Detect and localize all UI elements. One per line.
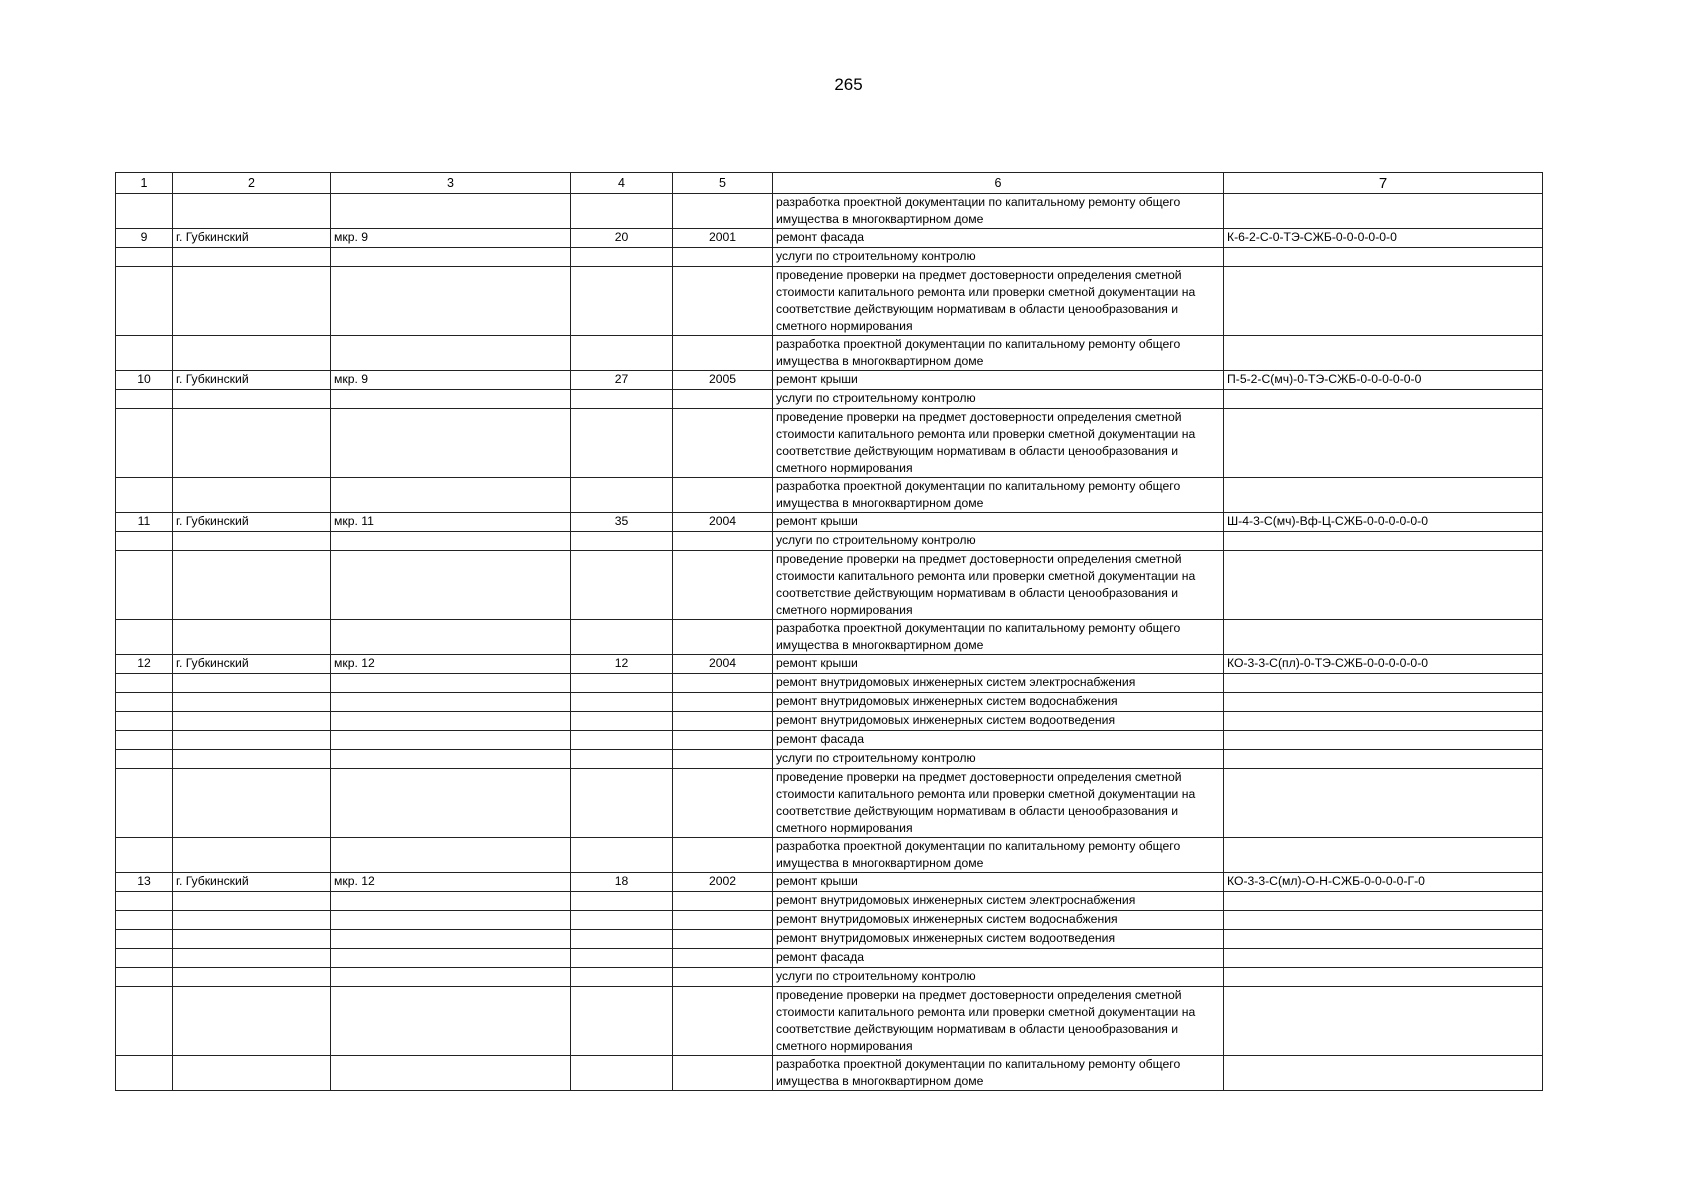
floors-cell bbox=[571, 693, 673, 712]
row-number-cell: 12 bbox=[116, 655, 173, 674]
table-header-row bbox=[116, 173, 1543, 194]
table-row bbox=[116, 336, 1543, 371]
floors-cell: 12 bbox=[571, 655, 673, 674]
address-cell bbox=[331, 620, 571, 655]
work-type-cell: ремонт крыши bbox=[773, 513, 1224, 532]
table-row bbox=[116, 750, 1543, 769]
work-type-cell: разработка проектной документации по капитальному ремонту общего имущества в многоквартирном доме bbox=[773, 1056, 1224, 1091]
building-code-cell bbox=[1224, 532, 1543, 551]
city-cell: г. Губкинский bbox=[173, 655, 331, 674]
address-cell bbox=[331, 769, 571, 838]
page-number: 265 bbox=[834, 75, 863, 94]
floors-cell bbox=[571, 712, 673, 731]
row-number-cell: 10 bbox=[116, 371, 173, 390]
floors-cell bbox=[571, 267, 673, 336]
year-cell bbox=[673, 194, 773, 229]
building-code-cell bbox=[1224, 731, 1543, 750]
column-header: 7 bbox=[1224, 173, 1543, 194]
work-type-cell: услуги по строительному контролю bbox=[773, 390, 1224, 409]
year-cell bbox=[673, 987, 773, 1056]
address-cell bbox=[331, 532, 571, 551]
building-code-cell bbox=[1224, 987, 1543, 1056]
floors-cell: 35 bbox=[571, 513, 673, 532]
city-cell bbox=[173, 750, 331, 769]
table-row bbox=[116, 987, 1543, 1056]
table-row bbox=[116, 390, 1543, 409]
address-cell bbox=[331, 267, 571, 336]
city-cell bbox=[173, 409, 331, 478]
address-cell: мкр. 11 bbox=[331, 513, 571, 532]
floors-cell bbox=[571, 731, 673, 750]
address-cell bbox=[331, 949, 571, 968]
row-number-cell bbox=[116, 892, 173, 911]
floors-cell: 27 bbox=[571, 371, 673, 390]
repair-table bbox=[115, 172, 1543, 1091]
work-type-cell: разработка проектной документации по капитальному ремонту общего имущества в многоквартирном доме bbox=[773, 838, 1224, 873]
floors-cell bbox=[571, 930, 673, 949]
city-cell bbox=[173, 769, 331, 838]
table-row bbox=[116, 478, 1543, 513]
row-number-cell bbox=[116, 336, 173, 371]
city-cell bbox=[173, 390, 331, 409]
row-number-cell bbox=[116, 409, 173, 478]
work-type-cell: проведение проверки на предмет достоверности определения сметной стоимости капитального ремонта или проверки сметной документации на соответствие действующим нормативам в области ценообразования и сметного нормирования bbox=[773, 987, 1224, 1056]
building-code-cell: КО-3-3-С(пл)-0-ТЭ-СЖБ-0-0-0-0-0-0 bbox=[1224, 655, 1543, 674]
building-code-cell bbox=[1224, 248, 1543, 267]
row-number-cell bbox=[116, 267, 173, 336]
address-cell bbox=[331, 693, 571, 712]
year-cell bbox=[673, 911, 773, 930]
year-cell bbox=[673, 248, 773, 267]
city-cell: г. Губкинский bbox=[173, 371, 331, 390]
table-row bbox=[116, 371, 1543, 390]
work-type-cell: ремонт внутридомовых инженерных систем водоснабжения bbox=[773, 693, 1224, 712]
table-row bbox=[116, 712, 1543, 731]
city-cell bbox=[173, 478, 331, 513]
row-number-cell bbox=[116, 968, 173, 987]
address-cell bbox=[331, 712, 571, 731]
city-cell bbox=[173, 731, 331, 750]
floors-cell bbox=[571, 194, 673, 229]
floors-cell: 18 bbox=[571, 873, 673, 892]
row-number-cell bbox=[116, 551, 173, 620]
city-cell bbox=[173, 532, 331, 551]
city-cell bbox=[173, 911, 331, 930]
table-row bbox=[116, 248, 1543, 267]
row-number-cell bbox=[116, 930, 173, 949]
table-row bbox=[116, 892, 1543, 911]
year-cell bbox=[673, 750, 773, 769]
building-code-cell bbox=[1224, 478, 1543, 513]
building-code-cell bbox=[1224, 390, 1543, 409]
building-code-cell bbox=[1224, 194, 1543, 229]
floors-cell bbox=[571, 968, 673, 987]
building-code-cell bbox=[1224, 750, 1543, 769]
year-cell bbox=[673, 968, 773, 987]
building-code-cell bbox=[1224, 968, 1543, 987]
row-number-cell bbox=[116, 731, 173, 750]
floors-cell bbox=[571, 620, 673, 655]
column-header: 2 bbox=[173, 173, 331, 194]
address-cell: мкр. 12 bbox=[331, 873, 571, 892]
work-type-cell: ремонт крыши bbox=[773, 873, 1224, 892]
address-cell bbox=[331, 336, 571, 371]
city-cell bbox=[173, 838, 331, 873]
row-number-cell bbox=[116, 1056, 173, 1091]
work-type-cell: услуги по строительному контролю bbox=[773, 968, 1224, 987]
building-code-cell bbox=[1224, 769, 1543, 838]
work-type-cell: ремонт внутридомовых инженерных систем водоснабжения bbox=[773, 911, 1224, 930]
table-row bbox=[116, 968, 1543, 987]
row-number-cell bbox=[116, 390, 173, 409]
work-type-cell: разработка проектной документации по капитальному ремонту общего имущества в многоквартирном доме bbox=[773, 478, 1224, 513]
table-row bbox=[116, 693, 1543, 712]
city-cell bbox=[173, 267, 331, 336]
address-cell bbox=[331, 987, 571, 1056]
work-type-cell: ремонт фасада bbox=[773, 731, 1224, 750]
column-header: 6 bbox=[773, 173, 1224, 194]
table-row bbox=[116, 620, 1543, 655]
year-cell bbox=[673, 712, 773, 731]
row-number-cell bbox=[116, 478, 173, 513]
work-type-cell: услуги по строительному контролю bbox=[773, 750, 1224, 769]
floors-cell bbox=[571, 390, 673, 409]
building-code-cell bbox=[1224, 336, 1543, 371]
floors-cell bbox=[571, 838, 673, 873]
table-row bbox=[116, 532, 1543, 551]
floors-cell bbox=[571, 769, 673, 838]
building-code-cell: Ш-4-3-С(мч)-Вф-Ц-СЖБ-0-0-0-0-0-0 bbox=[1224, 513, 1543, 532]
column-header: 4 bbox=[571, 173, 673, 194]
year-cell bbox=[673, 620, 773, 655]
city-cell bbox=[173, 693, 331, 712]
city-cell bbox=[173, 620, 331, 655]
floors-cell bbox=[571, 674, 673, 693]
table-row bbox=[116, 655, 1543, 674]
year-cell bbox=[673, 949, 773, 968]
year-cell bbox=[673, 693, 773, 712]
building-code-cell: П-5-2-С(мч)-0-ТЭ-СЖБ-0-0-0-0-0-0 bbox=[1224, 371, 1543, 390]
city-cell bbox=[173, 1056, 331, 1091]
work-type-cell: разработка проектной документации по капитальному ремонту общего имущества в многоквартирном доме bbox=[773, 620, 1224, 655]
year-cell bbox=[673, 892, 773, 911]
row-number-cell: 13 bbox=[116, 873, 173, 892]
table-row bbox=[116, 949, 1543, 968]
table-row bbox=[116, 1056, 1543, 1091]
address-cell bbox=[331, 930, 571, 949]
floors-cell bbox=[571, 750, 673, 769]
address-cell: мкр. 9 bbox=[331, 371, 571, 390]
year-cell bbox=[673, 930, 773, 949]
address-cell bbox=[331, 478, 571, 513]
work-type-cell: ремонт внутридомовых инженерных систем электроснабжения bbox=[773, 892, 1224, 911]
floors-cell bbox=[571, 987, 673, 1056]
row-number-cell bbox=[116, 911, 173, 930]
building-code-cell bbox=[1224, 712, 1543, 731]
work-type-cell: услуги по строительному контролю bbox=[773, 248, 1224, 267]
row-number-cell bbox=[116, 949, 173, 968]
address-cell bbox=[331, 1056, 571, 1091]
address-cell bbox=[331, 911, 571, 930]
address-cell: мкр. 9 bbox=[331, 229, 571, 248]
row-number-cell bbox=[116, 838, 173, 873]
table-row bbox=[116, 930, 1543, 949]
work-type-cell: проведение проверки на предмет достоверности определения сметной стоимости капитального ремонта или проверки сметной документации на соответствие действующим нормативам в области ценообразования и сметного нормирования bbox=[773, 267, 1224, 336]
work-type-cell: ремонт внутридомовых инженерных систем водоотведения bbox=[773, 930, 1224, 949]
work-type-cell: разработка проектной документации по капитальному ремонту общего имущества в многоквартирном доме bbox=[773, 336, 1224, 371]
row-number-cell bbox=[116, 620, 173, 655]
floors-cell bbox=[571, 949, 673, 968]
address-cell bbox=[331, 674, 571, 693]
address-cell bbox=[331, 551, 571, 620]
work-type-cell: ремонт фасада bbox=[773, 229, 1224, 248]
work-type-cell: услуги по строительному контролю bbox=[773, 532, 1224, 551]
city-cell bbox=[173, 248, 331, 267]
column-header: 3 bbox=[331, 173, 571, 194]
work-type-cell: ремонт крыши bbox=[773, 655, 1224, 674]
year-cell bbox=[673, 551, 773, 620]
table-row bbox=[116, 674, 1543, 693]
building-code-cell: К-6-2-С-0-ТЭ-СЖБ-0-0-0-0-0-0 bbox=[1224, 229, 1543, 248]
address-cell bbox=[331, 968, 571, 987]
work-type-cell: проведение проверки на предмет достоверности определения сметной стоимости капитального ремонта или проверки сметной документации на соответствие действующим нормативам в области ценообразования и сметного нормирования bbox=[773, 409, 1224, 478]
table-row bbox=[116, 731, 1543, 750]
work-type-cell: разработка проектной документации по капитальному ремонту общего имущества в многоквартирном доме bbox=[773, 194, 1224, 229]
table-row bbox=[116, 513, 1543, 532]
column-header: 5 bbox=[673, 173, 773, 194]
row-number-cell bbox=[116, 248, 173, 267]
row-number-cell bbox=[116, 987, 173, 1056]
table-row bbox=[116, 769, 1543, 838]
building-code-cell bbox=[1224, 892, 1543, 911]
work-type-cell: ремонт крыши bbox=[773, 371, 1224, 390]
table-row bbox=[116, 409, 1543, 478]
year-cell bbox=[673, 838, 773, 873]
city-cell: г. Губкинский bbox=[173, 873, 331, 892]
address-cell bbox=[331, 390, 571, 409]
address-cell bbox=[331, 750, 571, 769]
building-code-cell bbox=[1224, 674, 1543, 693]
row-number-cell: 9 bbox=[116, 229, 173, 248]
year-cell bbox=[673, 532, 773, 551]
city-cell bbox=[173, 968, 331, 987]
row-number-cell bbox=[116, 674, 173, 693]
year-cell bbox=[673, 769, 773, 838]
year-cell bbox=[673, 390, 773, 409]
row-number-cell bbox=[116, 769, 173, 838]
table-row bbox=[116, 267, 1543, 336]
city-cell bbox=[173, 892, 331, 911]
table-row bbox=[116, 551, 1543, 620]
table-row bbox=[116, 838, 1543, 873]
address-cell bbox=[331, 731, 571, 750]
year-cell bbox=[673, 478, 773, 513]
year-cell bbox=[673, 267, 773, 336]
city-cell: г. Губкинский bbox=[173, 513, 331, 532]
row-number-cell: 11 bbox=[116, 513, 173, 532]
work-type-cell: проведение проверки на предмет достоверности определения сметной стоимости капитального ремонта или проверки сметной документации на соответствие действующим нормативам в области ценообразования и сметного нормирования bbox=[773, 551, 1224, 620]
year-cell: 2004 bbox=[673, 513, 773, 532]
floors-cell bbox=[571, 248, 673, 267]
address-cell bbox=[331, 892, 571, 911]
year-cell bbox=[673, 674, 773, 693]
table-body bbox=[116, 173, 1543, 1091]
building-code-cell bbox=[1224, 911, 1543, 930]
building-code-cell bbox=[1224, 620, 1543, 655]
year-cell bbox=[673, 1056, 773, 1091]
building-code-cell bbox=[1224, 930, 1543, 949]
row-number-cell bbox=[116, 693, 173, 712]
year-cell bbox=[673, 409, 773, 478]
floors-cell: 20 bbox=[571, 229, 673, 248]
floors-cell bbox=[571, 478, 673, 513]
building-code-cell bbox=[1224, 267, 1543, 336]
building-code-cell bbox=[1224, 693, 1543, 712]
city-cell bbox=[173, 949, 331, 968]
table-row bbox=[116, 873, 1543, 892]
building-code-cell bbox=[1224, 949, 1543, 968]
work-type-cell: ремонт внутридомовых инженерных систем электроснабжения bbox=[773, 674, 1224, 693]
building-code-cell: КО-3-3-С(мл)-О-Н-СЖБ-0-0-0-0-Г-0 bbox=[1224, 873, 1543, 892]
city-cell bbox=[173, 336, 331, 371]
address-cell bbox=[331, 194, 571, 229]
table-row bbox=[116, 229, 1543, 248]
building-code-cell bbox=[1224, 838, 1543, 873]
city-cell bbox=[173, 674, 331, 693]
work-type-cell: ремонт внутридомовых инженерных систем водоотведения bbox=[773, 712, 1224, 731]
row-number-cell bbox=[116, 750, 173, 769]
work-type-cell: проведение проверки на предмет достоверности определения сметной стоимости капитального ремонта или проверки сметной документации на соответствие действующим нормативам в области ценообразования и сметного нормирования bbox=[773, 769, 1224, 838]
floors-cell bbox=[571, 911, 673, 930]
row-number-cell bbox=[116, 194, 173, 229]
year-cell bbox=[673, 731, 773, 750]
table-row bbox=[116, 911, 1543, 930]
floors-cell bbox=[571, 532, 673, 551]
city-cell bbox=[173, 712, 331, 731]
table-row bbox=[116, 194, 1543, 229]
year-cell: 2001 bbox=[673, 229, 773, 248]
floors-cell bbox=[571, 409, 673, 478]
address-cell bbox=[331, 248, 571, 267]
column-header: 1 bbox=[116, 173, 173, 194]
work-type-cell: ремонт фасада bbox=[773, 949, 1224, 968]
floors-cell bbox=[571, 336, 673, 371]
building-code-cell bbox=[1224, 551, 1543, 620]
city-cell bbox=[173, 930, 331, 949]
city-cell bbox=[173, 987, 331, 1056]
floors-cell bbox=[571, 1056, 673, 1091]
floors-cell bbox=[571, 892, 673, 911]
row-number-cell bbox=[116, 532, 173, 551]
city-cell: г. Губкинский bbox=[173, 229, 331, 248]
address-cell bbox=[331, 838, 571, 873]
year-cell: 2004 bbox=[673, 655, 773, 674]
address-cell: мкр. 12 bbox=[331, 655, 571, 674]
address-cell bbox=[331, 409, 571, 478]
row-number-cell bbox=[116, 712, 173, 731]
year-cell: 2005 bbox=[673, 371, 773, 390]
year-cell: 2002 bbox=[673, 873, 773, 892]
building-code-cell bbox=[1224, 1056, 1543, 1091]
building-code-cell bbox=[1224, 409, 1543, 478]
city-cell bbox=[173, 551, 331, 620]
year-cell bbox=[673, 336, 773, 371]
floors-cell bbox=[571, 551, 673, 620]
city-cell bbox=[173, 194, 331, 229]
